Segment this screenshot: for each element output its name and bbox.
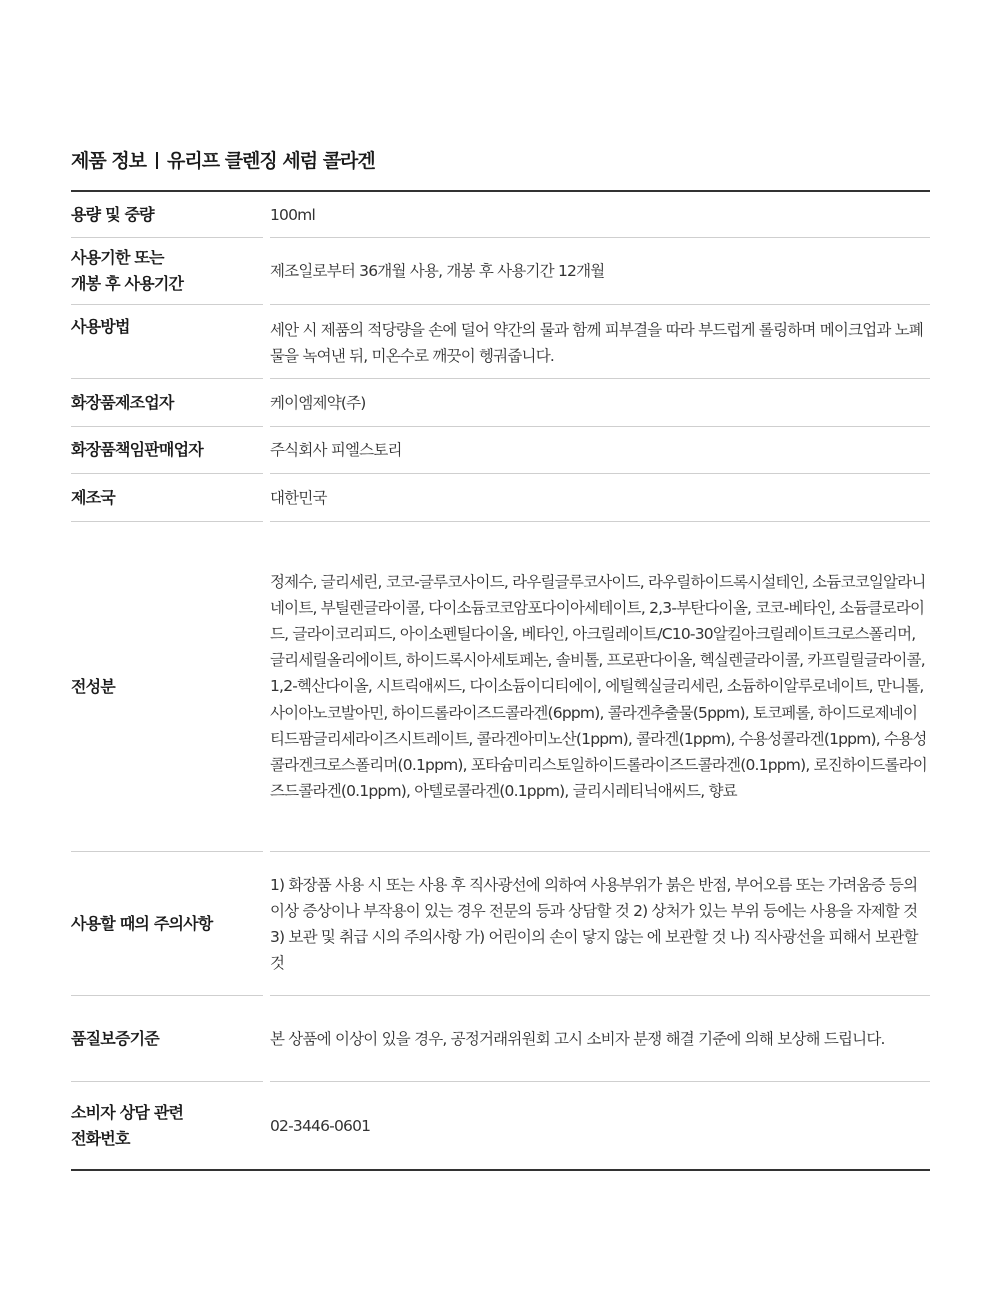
row-label: 사용방법: [71, 304, 263, 378]
row-usage: [71, 304, 930, 378]
row-value: 주식회사 피엘스토리: [270, 426, 930, 473]
page-title: [71, 146, 930, 176]
row-label: 화장품제조업자: [71, 378, 263, 426]
row-value: 본 상품에 이상이 있을 경우, 공정거래위원회 고시 소비자 분쟁 해결 기준에 의해 보상해 드립니다.: [270, 995, 930, 1081]
row-contact-phone: [71, 1081, 930, 1169]
row-value: 정제수, 글리세린, 코코-글루코사이드, 라우릴글루코사이드, 라우릴하이드록시설테인, 소듐코코일알라니네이트, 부틸렌글라이콜, 다이소듐코코암포다이아세테이트, 2,3-부탄다이올, 코코-베타인, 소듐클로라이드, 글라이코리피드, 아이소펜틸다이올, 베타인, 아크릴레이트/C10-30알킬아크릴레이트크로스폴리머, 글리세릴올리에이트, 하이드록시아세토페논, 솔비톨, 프로판다이올, 헥실렌글라이콜, 카프릴릴글라이콜, 1,2-헥산다이올, 시트릭애씨드, 다이소듐이디티에이, 에틸헥실글리세린, 소듐하이알루로네이트, 만니톨, 사이아노코발아민, 하이드롤라이즈드콜라겐(6ppm), 콜라겐추출물(5ppm), 토코페롤, 하이드로제네이티드팜글리세라이즈시트레이트, 콜라겐아미노산(1ppm), 콜라겐(1ppm), 수용성콜라겐(1ppm), 수용성콜라겐크로스폴리머(0.1ppm), 포타슘미리스토일하이드롤라이즈드콜라겐(0.1ppm), 로진하이드롤라이즈드콜라겐(0.1ppm), 아텔로콜라겐(0.1ppm), 글리시레티닉애씨드, 향료: [270, 521, 930, 851]
row-value: 대한민국: [270, 473, 930, 521]
row-label: 전성분: [71, 521, 263, 851]
row-label: 제조국: [71, 473, 263, 521]
row-label: 용량 및 중량: [71, 204, 154, 224]
row-quality-standard: [71, 995, 930, 1081]
row-value: 1) 화장품 사용 시 또는 사용 후 직사광선에 의하여 사용부위가 붉은 반점, 부어오름 또는 가려움증 등의 이상 증상이나 부작용이 있는 경우 전문의 등과 상담할 것 2) 상처가 있는 부위 등에는 사용을 자제할 것 3) 보관 및 취급 시의 주의사항 가) 어린이의 손이 닿지 않는 에 보관할 것 나) 직사광선을 피해서 보관할 것: [270, 851, 930, 995]
row-label: 화장품책임판매업자: [71, 426, 263, 473]
title-section-label: 제품 정보: [71, 150, 147, 172]
row-expiry: [71, 237, 930, 304]
product-info-sheet: [71, 146, 930, 1171]
row-value: 세안 시 제품의 적당량을 손에 덜어 약간의 물과 함께 피부결을 따라 부드럽게 롤링하며 메이크업과 노폐물을 녹여낸 뒤, 미온수로 깨끗이 헹궈줍니다.: [270, 304, 930, 378]
row-caution: [71, 851, 930, 995]
row-value: 02-3446-0601: [270, 1081, 930, 1169]
row-label: 품질보증기준: [71, 995, 263, 1081]
row-label: 소비자 상담 관련 전화번호: [71, 1081, 263, 1169]
title-product-name: 유리프 클렌징 세럼 콜라겐: [167, 150, 375, 172]
row-value: 제조일로부터 36개월 사용, 개봉 후 사용기간 12개월: [270, 237, 930, 304]
row-seller: [71, 426, 930, 473]
product-info-table: [71, 190, 930, 1171]
row-ingredients: [71, 521, 930, 851]
row-label: 사용할 때의 주의사항: [71, 851, 263, 995]
row-value: 100ml: [270, 205, 315, 224]
row-volume: [71, 192, 930, 237]
row-country: [71, 473, 930, 521]
row-label: 사용기한 또는 개봉 후 사용기간: [71, 237, 263, 304]
title-divider: [156, 152, 158, 169]
row-value: 케이엠제약(주): [270, 378, 930, 426]
row-manufacturer: [71, 378, 930, 426]
